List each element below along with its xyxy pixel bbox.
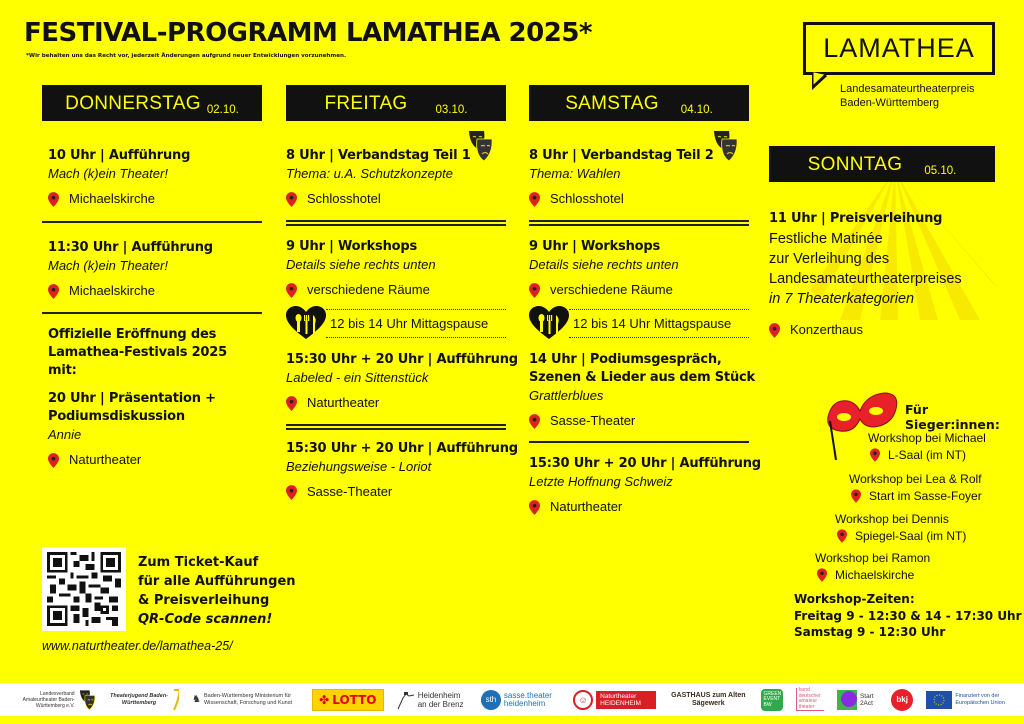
event-location — [529, 498, 749, 516]
workshop-item — [835, 511, 966, 544]
sponsor-gasthaus — [669, 692, 747, 708]
sponsor-lvat — [15, 688, 96, 712]
workshop-times — [794, 591, 1022, 641]
workshop-times-heading: Workshop-Zeiten: — [794, 592, 915, 606]
eu-flag-icon — [926, 691, 952, 709]
event-time: 8 Uhr | Verbandstag Teil 2 — [529, 148, 714, 163]
location-pin-icon — [286, 485, 297, 500]
location-pin-icon — [48, 453, 59, 468]
theater-masks-icon — [711, 129, 739, 163]
event-time: 14 Uhr | Podiumsgespräch, — [529, 352, 722, 367]
location-name: L-Saal (im NT) — [888, 448, 967, 462]
event-location — [286, 190, 506, 208]
location-name: Spiegel-Saal (im NT) — [855, 529, 967, 543]
opening-line3: mit: — [48, 363, 77, 378]
ticket-line4: QR-Code scannen! — [138, 612, 273, 627]
speech-bubble-tail-icon — [812, 72, 830, 90]
lamathea-logo — [803, 22, 995, 75]
sponsor-heidenheim — [397, 690, 468, 710]
event-location — [529, 190, 749, 208]
event-title: Labeled - ein Sittenstück — [286, 370, 429, 385]
day-column-saturday — [529, 85, 761, 516]
sponsor-sasse-theater — [481, 690, 560, 710]
description-line: Festliche Matinée — [769, 231, 883, 247]
page-title: FESTIVAL-PROGRAMM LAMATHEA 2025* — [24, 18, 593, 48]
day-column-friday — [286, 85, 518, 501]
lotto-clover-icon: ✤ — [319, 692, 330, 707]
sponsor-bw-ministry — [192, 693, 299, 707]
event-location — [48, 451, 256, 469]
event-location — [48, 190, 256, 208]
workshop-location — [851, 488, 982, 504]
separator-double — [529, 220, 749, 226]
event-title: Details siehe rechts unten — [529, 257, 679, 272]
workshop-location — [837, 528, 966, 544]
event-item — [769, 210, 995, 339]
workshop-item — [868, 430, 986, 463]
ticket-line1: Zum Ticket-Kauf — [138, 555, 259, 570]
event-time: 11:30 Uhr | Aufführung — [48, 240, 213, 255]
event-item — [286, 440, 518, 501]
event-item — [529, 238, 749, 299]
lunch-break — [286, 305, 506, 341]
location-pin-icon — [286, 396, 297, 411]
workshop-location — [817, 567, 930, 583]
event-time: 20 Uhr | Präsentation + — [48, 391, 216, 406]
logo-subtitle-line2: Baden-Württemberg — [840, 96, 940, 109]
event-time: 9 Uhr | Workshops — [529, 239, 661, 254]
day-header-saturday — [529, 85, 749, 121]
day-date: 04.10. — [680, 104, 713, 116]
workshop-times-saturday: Samstag 9 - 12:30 Uhr — [794, 625, 946, 639]
sponsor-label: LOTTO — [332, 692, 377, 707]
ticket-qr-code[interactable] — [42, 547, 126, 631]
day-header-sunday — [769, 146, 995, 182]
sponsor-label: bkj — [891, 689, 913, 711]
opening-event — [42, 326, 262, 469]
lunch-text: 12 bis 14 Uhr Mittagspause — [569, 309, 749, 338]
location-pin-icon — [48, 284, 59, 299]
event-time: 11 Uhr | Preisverleihung — [769, 211, 943, 226]
sponsor-eu — [926, 691, 1009, 709]
location-name: verschiedene Räume — [550, 282, 673, 297]
event-title: Thema: u.A. Schutzkonzepte — [286, 166, 453, 181]
event-title: Grattlerblues — [529, 388, 604, 403]
bw-lions-logo-icon: ♞ — [192, 694, 201, 705]
event-time: 15:30 Uhr + 20 Uhr | Aufführung — [286, 441, 518, 456]
separator — [42, 312, 262, 314]
logo-name: LAMATHEA — [823, 33, 975, 63]
location-pin-icon — [769, 323, 780, 338]
description-line: in 7 Theaterkategorien — [769, 291, 915, 307]
qr-code-icon — [47, 552, 121, 626]
event-title: Mach (k)ein Theater! — [48, 166, 168, 181]
workshops-heading: Für Sieger:innen: — [905, 402, 1000, 432]
event-time: 15:30 Uhr + 20 Uhr | Aufführung — [286, 352, 518, 367]
event-location — [286, 483, 506, 501]
location-pin-icon — [529, 414, 540, 429]
event-title: Letzte Hoffnung Schweiz — [529, 474, 673, 489]
event-title: Details siehe rechts unten — [286, 257, 436, 272]
description-line: Landesamateurtheaterpreises — [769, 271, 962, 287]
location-name: Sasse-Theater — [307, 484, 393, 499]
lunch-break — [529, 305, 749, 341]
location-pin-icon — [48, 192, 59, 207]
day-header-friday — [286, 85, 506, 121]
event-title: Beziehungsweise - Loriot — [286, 459, 432, 474]
location-name: Naturtheater — [69, 452, 142, 467]
sponsor-label: sasse.theater heidenheim — [503, 690, 552, 708]
separator-double — [286, 220, 506, 226]
day-column-thursday — [42, 85, 262, 469]
event-title: Mach (k)ein Theater! — [48, 258, 168, 273]
opening-line2: Lamathea-Festivals 2025 — [48, 345, 227, 360]
event-item — [529, 455, 761, 516]
location-name: Schlosshotel — [550, 191, 624, 206]
event-location — [529, 412, 749, 430]
location-name: Michaelskirche — [69, 283, 155, 298]
day-date: 03.10. — [435, 104, 468, 116]
location-pin-icon — [837, 529, 847, 543]
day-date: 02.10. — [206, 104, 239, 116]
sponsor-bkj — [891, 689, 913, 711]
location-name: Naturtheater — [307, 395, 380, 410]
location-name: Naturtheater — [550, 499, 623, 514]
naturtheater-logo-icon: ☺ — [573, 690, 593, 710]
sponsor-green-event — [761, 689, 783, 711]
event-title: Annie — [48, 427, 82, 442]
event-location — [286, 281, 506, 299]
sponsor-label: Finanziert von der Europäischen Union — [955, 693, 1005, 706]
sponsor-label: Landesverband Amateurtheater Baden-Württemberg e.V. — [22, 690, 75, 709]
event-title: Thema: Wahlen — [529, 166, 621, 181]
sponsor-label: GREEN EVENT BW — [761, 689, 783, 711]
event-time: 10 Uhr | Aufführung — [48, 148, 191, 163]
lunch-text: 12 bis 14 Uhr Mittagspause — [326, 309, 506, 338]
location-name: Michaelskirche — [69, 191, 155, 206]
heart-cutlery-icon — [529, 306, 569, 340]
sponsor-label: Baden-Württemberg Ministerium für Wissenschaft, Forschung und Kunst — [203, 692, 293, 706]
sponsor-label: Theaterjugend Baden-Württemberg — [109, 692, 169, 706]
event-location — [529, 281, 749, 299]
event-item — [42, 239, 262, 300]
event-item — [286, 238, 506, 299]
day-name: SAMSTAG — [565, 93, 659, 114]
heart-cutlery-icon — [286, 306, 326, 340]
day-name: SONNTAG — [807, 154, 903, 175]
workshop-name: Workshop bei Dennis — [835, 512, 949, 526]
location-pin-icon — [286, 192, 297, 207]
sponsor-lotto — [312, 689, 383, 711]
sponsor-start2act — [837, 690, 878, 710]
event-time-cont: Szenen & Lieder aus dem Stück — [529, 370, 755, 385]
location-pin-icon — [851, 489, 861, 503]
event-location — [286, 394, 506, 412]
separator — [529, 441, 749, 443]
location-pin-icon — [817, 568, 827, 582]
sponsor-label: bund deutscher amateur theater — [796, 688, 824, 711]
separator — [42, 221, 262, 223]
sponsor-label: GASTHAUS zum Alten Sägewerk — [671, 691, 746, 707]
event-time: 8 Uhr | Verbandstag Teil 1 — [286, 148, 471, 163]
event-time-cont: Podiumsdiskussion — [48, 409, 185, 424]
workshop-name: Workshop bei Ramon — [815, 551, 931, 565]
workshop-item — [815, 550, 930, 583]
logo-subtitle — [840, 83, 975, 110]
sponsor-theaterjugend — [109, 688, 179, 712]
ticket-line2: für alle Aufführungen — [138, 574, 296, 589]
day-column-sunday — [769, 146, 995, 339]
location-pin-icon — [529, 283, 540, 298]
location-name: Konzerthaus — [790, 322, 863, 337]
location-name: Start im Sasse-Foyer — [869, 489, 982, 503]
ticket-line3: & Preisverleihung — [138, 593, 270, 608]
logo-subtitle-line1: Landesamateurtheaterpreis — [840, 83, 975, 95]
day-header-thursday — [42, 85, 262, 121]
theater-masks-icon — [466, 129, 494, 163]
sponsor-bdat — [796, 688, 824, 711]
location-pin-icon — [529, 500, 540, 515]
heidenheim-castle-icon — [397, 690, 415, 710]
workshop-name: Workshop bei Michael — [868, 431, 986, 445]
separator-double — [286, 424, 506, 430]
day-name: DONNERSTAG — [65, 93, 201, 114]
event-item — [286, 351, 518, 412]
sponsor-label: Naturtheater HEIDENHEIM — [596, 691, 656, 709]
event-time: 9 Uhr | Workshops — [286, 239, 418, 254]
workshop-times-friday: Freitag 9 - 12:30 & 14 - 17:30 Uhr — [794, 608, 1022, 623]
event-location — [48, 282, 256, 300]
disclaimer: *Wir behalten uns das Recht vor, jederzeit Änderungen aufgrund neuer Entwicklungen vorzunehmen. — [26, 53, 347, 59]
location-name: Schlosshotel — [307, 191, 381, 206]
ticket-url-link[interactable]: www.naturtheater.de/lamathea-25/ — [42, 639, 233, 653]
event-time: 15:30 Uhr + 20 Uhr | Aufführung — [529, 456, 761, 471]
location-name: verschiedene Räume — [307, 282, 430, 297]
sponsor-label: Start 2Act — [859, 692, 874, 707]
event-description — [769, 229, 995, 309]
theaterjugend-swoosh-icon — [172, 688, 179, 712]
workshop-location — [870, 447, 986, 463]
sponsor-label: Heidenheim an der Brenz — [417, 690, 464, 709]
workshop-item — [849, 471, 982, 504]
location-name: Sasse-Theater — [550, 413, 636, 428]
start2act-logo-icon — [837, 690, 857, 710]
event-item — [529, 351, 755, 430]
workshop-name: Workshop bei Lea & Rolf — [849, 472, 982, 486]
day-date: 05.10. — [924, 165, 957, 177]
description-line: zur Verleihung des — [769, 251, 890, 267]
sponsor-naturtheater — [573, 690, 656, 710]
event-item — [42, 147, 262, 208]
theater-mask-logo-icon — [78, 688, 96, 712]
sth-logo-icon: sth — [481, 690, 501, 710]
location-pin-icon — [286, 283, 297, 298]
location-name: Michaelskirche — [835, 568, 915, 582]
location-pin-icon — [870, 448, 880, 462]
location-pin-icon — [529, 192, 540, 207]
sponsor-footer — [0, 683, 1024, 716]
day-name: FREITAG — [324, 93, 408, 114]
opening-line1: Offizielle Eröffnung des — [48, 327, 217, 342]
event-location — [769, 321, 995, 339]
ticket-info — [138, 553, 296, 629]
